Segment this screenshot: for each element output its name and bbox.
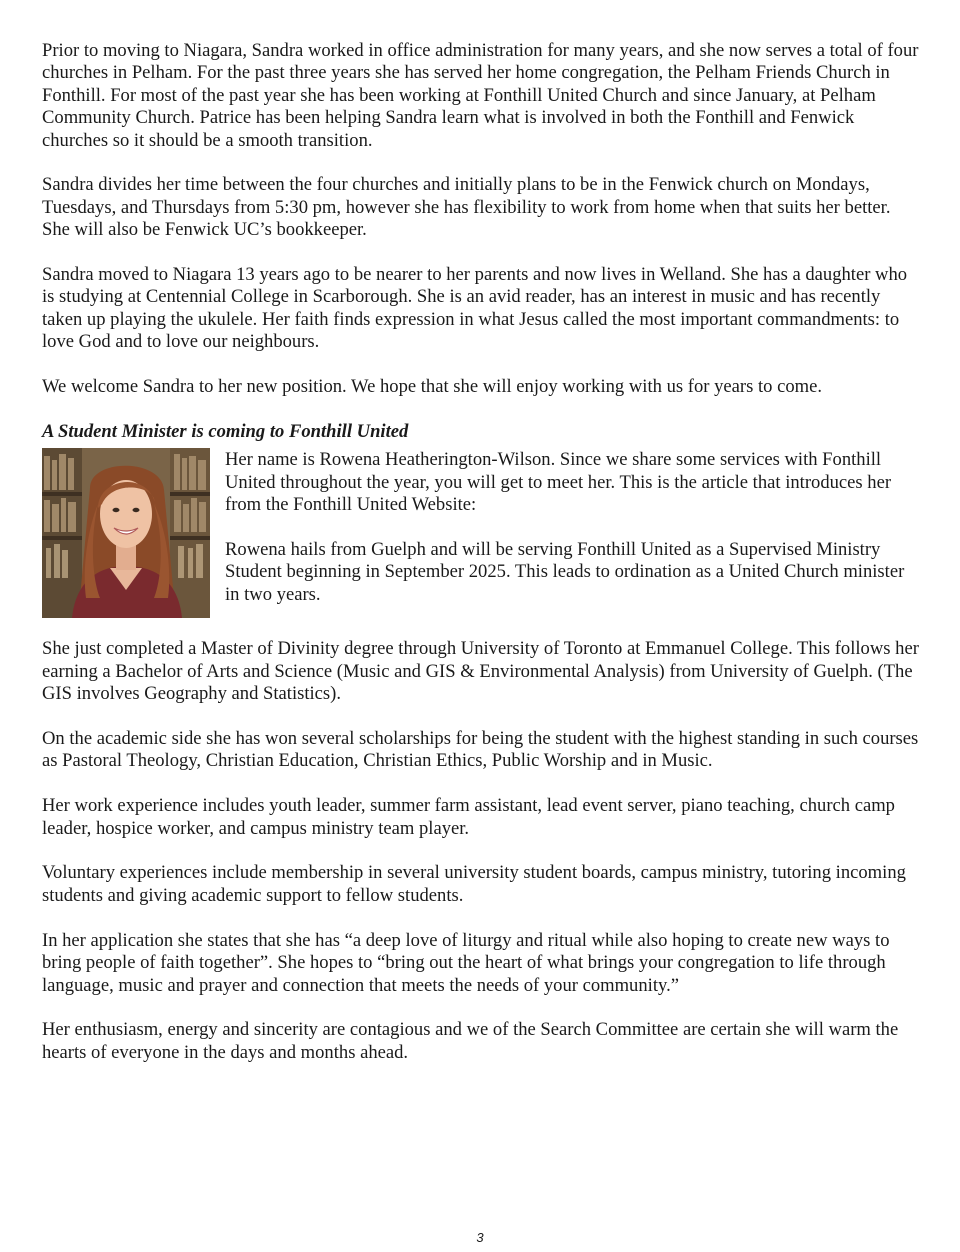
paragraph-rowena-scholarships: On the academic side she has won several scholarships for being the student with the highest standing in such courses as Pastoral Theology, Christian Education, Christian Ethics, Public Worship and in Music. <box>42 728 919 772</box>
paragraph-rowena-education: She just completed a Master of Divinity degree through University of Toronto at Emmanuel College. This follows her earning a Bachelor of Arts and Science (Music and GIS & Environmental Analysis) from University of Guelph. (The GIS involves Geography and Statistics). <box>42 638 919 705</box>
paragraph-rowena-application-quote: In her application she states that she has “a deep love of liturgy and ritual while also hoping to create new ways to bring people of faith together”. She hopes to “bring out the heart of what brings your congregation to life through language, music and prayer and connection that meets the needs of your community.” <box>42 929 890 996</box>
section-heading: A Student Minister is coming to Fonthill United <box>42 420 409 442</box>
paragraph-rowena-work-experience: Her work experience includes youth leader, summer farm assistant, lead event server, piano teaching, church camp leader, hospice worker, and campus ministry team player. <box>42 795 895 839</box>
student-minister-intro <box>42 447 922 628</box>
student-minister-intro-text <box>225 449 922 628</box>
paragraph-rowena-voluntary-experience: Voluntary experiences include membership in several university student boards, campus ministry, tutoring incoming students and giving academic support to fellow students. <box>42 862 906 906</box>
page-number: 3 <box>476 1230 484 1245</box>
newsletter-page <box>42 40 922 1087</box>
paragraph-sandra-background: Prior to moving to Niagara, Sandra worked in office administration for many years, and she now serves a total of four churches in Pelham. For the past three years she has served her home congregation, the Pelham Friends Church in Fonthill. For most of the past year she has been working at Fonthill United Church and since January, at Pelham Community Church. Patrice has been helping Sandra learn what is involved in both the Fonthill and Fenwick churches so it should be a smooth transition. <box>42 40 919 151</box>
rowena-portrait-photo <box>42 448 210 618</box>
paragraph-sandra-welcome: We welcome Sandra to her new position. We hope that she will enjoy working with us for years to come. <box>42 376 823 398</box>
paragraph-sandra-personal: Sandra moved to Niagara 13 years ago to be nearer to her parents and now lives in Welland. She has a daughter who is studying at Centennial College in Scarborough. She is an avid reader, has an interest in music and has recently taken up playing the ukulele. Her faith finds expression in what Jesus called the most important commandments: to love God and to love our neighbours. <box>42 264 908 353</box>
paragraph-rowena-placement: Rowena hails from Guelph and will be serving Fonthill United as a Supervised Ministry Student beginning in September 2025. This leads to ordination as a United Church minister in two years. <box>225 538 905 605</box>
paragraph-search-committee-closing: Her enthusiasm, energy and sincerity are contagious and we of the Search Committee are certain she will warm the hearts of everyone in the days and months ahead. <box>42 1019 899 1063</box>
paragraph-rowena-introduction: Her name is Rowena Heatherington-Wilson. Since we share some services with Fonthill United throughout the year, you will get to meet her. This is the article that introduces her from the Fonthill United Website: <box>225 449 892 516</box>
paragraph-sandra-schedule: Sandra divides her time between the four churches and initially plans to be in the Fenwick church on Mondays, Tuesdays, and Thursdays from 5:30 pm, however she has flexibility to work from home when that suits her better. She will also be Fenwick UC’s bookkeeper. <box>42 174 891 241</box>
